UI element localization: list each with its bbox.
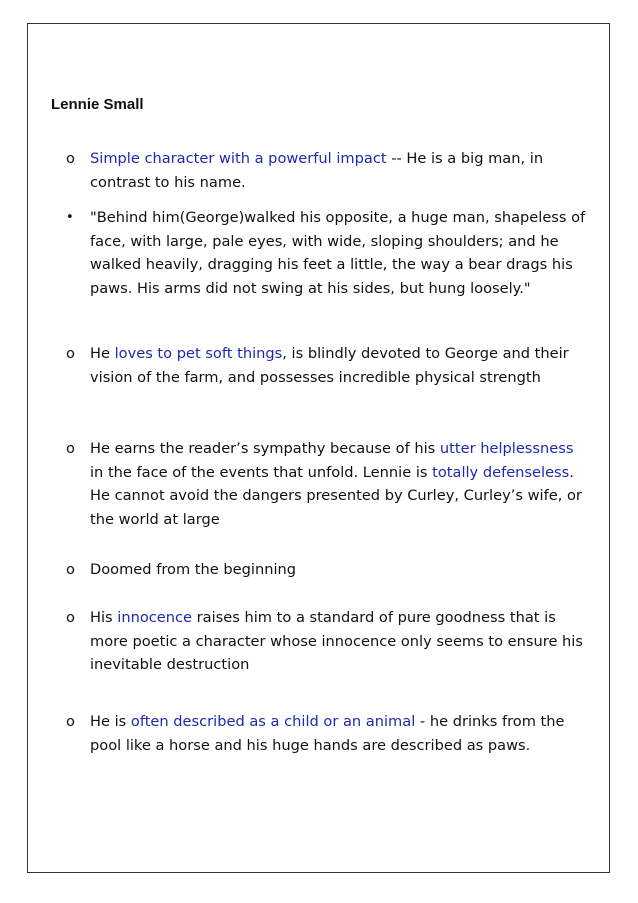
body-text: Doomed from the beginning [90, 561, 297, 578]
bullet-text [90, 206, 586, 300]
bullet-text [90, 147, 586, 194]
bullet-text [90, 710, 586, 757]
bullet-marker-o: o [66, 561, 75, 578]
bullet-marker-o: o [66, 440, 75, 457]
bullet-text [90, 342, 586, 389]
bullet-marker-o: o [66, 609, 75, 626]
body-text: His [90, 609, 118, 626]
body-text: . He cannot avoid the dangers presented by Curley, Curley’s wife, or the world at large [90, 463, 582, 528]
page-title: Lennie Small [51, 96, 144, 113]
body-text: raises him to a standard of pure goodness that is more poetic a character whose innocence only seems to ensure his inevitable destruction [90, 609, 583, 674]
highlight-text: Simple character with a powerful impact [90, 150, 387, 167]
bullet-item-7 [66, 710, 586, 757]
highlight-text: totally defenseless [432, 463, 570, 481]
body-text: -- He is a big man, in contrast to his name. [90, 150, 544, 191]
quote-text: "Behind him(George)walked his opposite, a huge man, shapeless of face, with large, pale eyes, with wide, sloping shoulders; and he walked heavily, dragging his feet a little, the way a bear drags his paws. His arms did not swing at his sides, but hung loosely." [90, 209, 586, 297]
body-text: He earns the reader’s sympathy because of his [90, 440, 440, 457]
body-text: He [90, 345, 115, 362]
bullet-text [90, 606, 586, 677]
highlight-text: loves to pet soft things [114, 345, 283, 362]
bullet-text [90, 437, 586, 531]
bullet-marker-o: o [66, 150, 75, 167]
bullet-item-1 [66, 147, 586, 194]
highlight-text: innocence [117, 609, 193, 626]
bullet-marker-o: o [66, 713, 75, 730]
bullet-text [90, 558, 586, 582]
bullet-item-6 [66, 606, 586, 677]
bullet-item-2 [66, 206, 586, 300]
bullet-item-4 [66, 437, 586, 531]
bullet-marker-o: o [66, 345, 75, 362]
highlight-text: often described as a child or an animal [130, 713, 416, 730]
bullet-marker-dot: • [66, 210, 74, 225]
body-text: , is blindly devoted to George and their vision of the farm, and possesses incredible physical strength [90, 345, 569, 386]
bullet-item-5 [66, 558, 586, 582]
bullet-item-3 [66, 342, 586, 389]
body-text: in the face of the events that unfold. Lennie is [90, 463, 433, 481]
highlight-text: utter helplessness [439, 440, 574, 457]
body-text: - he drinks from the pool like a horse and his huge hands are described as paws. [90, 713, 565, 754]
body-text: He is [90, 713, 131, 730]
